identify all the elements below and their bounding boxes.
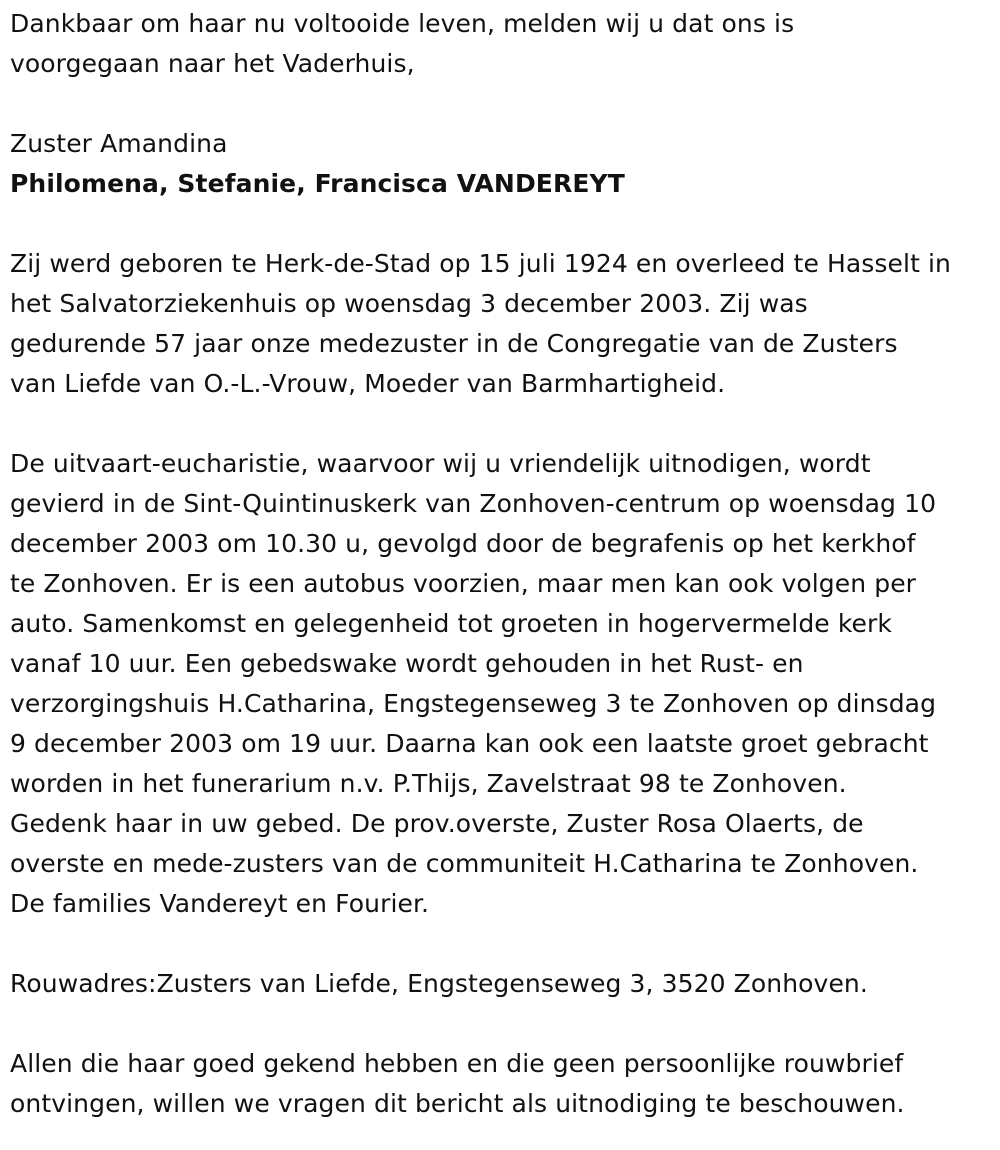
text-line: gevierd in de Sint-Quintinuskerk van Zonhoven-centrum op woensdag 10: [10, 489, 937, 518]
text-line: overste en mede-zusters van de communiteit H.Catharina te Zonhoven.: [10, 849, 919, 878]
spacer: [10, 204, 995, 244]
obituary-document: [10, 4, 995, 1124]
text-line: gedurende 57 jaar onze medezuster in de Congregatie van de Zusters: [10, 329, 898, 358]
intro-line-1: Dankbaar om haar nu voltooide leven, melden wij u dat ons is: [10, 9, 795, 38]
text-line: Allen die haar goed gekend hebben en die geen persoonlijke rouwbrief: [10, 1049, 904, 1078]
text-line: van Liefde van O.-L.-Vrouw, Moeder van Barmhartigheid.: [10, 369, 726, 398]
text-line: De families Vandereyt en Fourier.: [10, 889, 430, 918]
spacer: [10, 1004, 995, 1044]
text-line: december 2003 om 10.30 u, gevolgd door de begrafenis op het kerkhof: [10, 529, 916, 558]
text-line: auto. Samenkomst en gelegenheid tot groeten in hogervermelde kerk: [10, 609, 892, 638]
text-line: het Salvatorziekenhuis op woensdag 3 december 2003. Zij was: [10, 289, 808, 318]
text-line: worden in het funerarium n.v. P.Thijs, Zavelstraat 98 te Zonhoven.: [10, 769, 847, 798]
mourning-address: Rouwadres:Zusters van Liefde, Engstegenseweg 3, 3520 Zonhoven.: [10, 969, 868, 998]
text-line: 9 december 2003 om 19 uur. Daarna kan ook een laatste groet gebracht: [10, 729, 929, 758]
spacer: [10, 84, 995, 124]
text-line: te Zonhoven. Er is een autobus voorzien, maar men kan ook volgen per: [10, 569, 917, 598]
full-name: Philomena, Stefanie, Francisca VANDEREYT: [10, 169, 625, 198]
intro-line-2: voorgegaan naar het Vaderhuis,: [10, 49, 415, 78]
funeral-details-paragraph: [10, 444, 995, 924]
biography-paragraph: [10, 244, 995, 404]
text-line: Zij werd geboren te Herk-de-Stad op 15 juli 1924 en overleed te Hasselt in: [10, 249, 952, 278]
text-line: Gedenk haar in uw gebed. De prov.overste, Zuster Rosa Olaerts, de: [10, 809, 864, 838]
text-line: verzorgingshuis H.Catharina, Engstegenseweg 3 te Zonhoven op dinsdag: [10, 689, 937, 718]
spacer: [10, 924, 995, 964]
text-line: ontvingen, willen we vragen dit bericht als uitnodiging te beschouwen.: [10, 1089, 905, 1118]
text-line: De uitvaart-eucharistie, waarvoor wij u vriendelijk uitnodigen, wordt: [10, 449, 871, 478]
closing-paragraph: [10, 1044, 995, 1124]
religious-name: Zuster Amandina: [10, 129, 228, 158]
text-line: vanaf 10 uur. Een gebedswake wordt gehouden in het Rust- en: [10, 649, 804, 678]
spacer: [10, 404, 995, 444]
